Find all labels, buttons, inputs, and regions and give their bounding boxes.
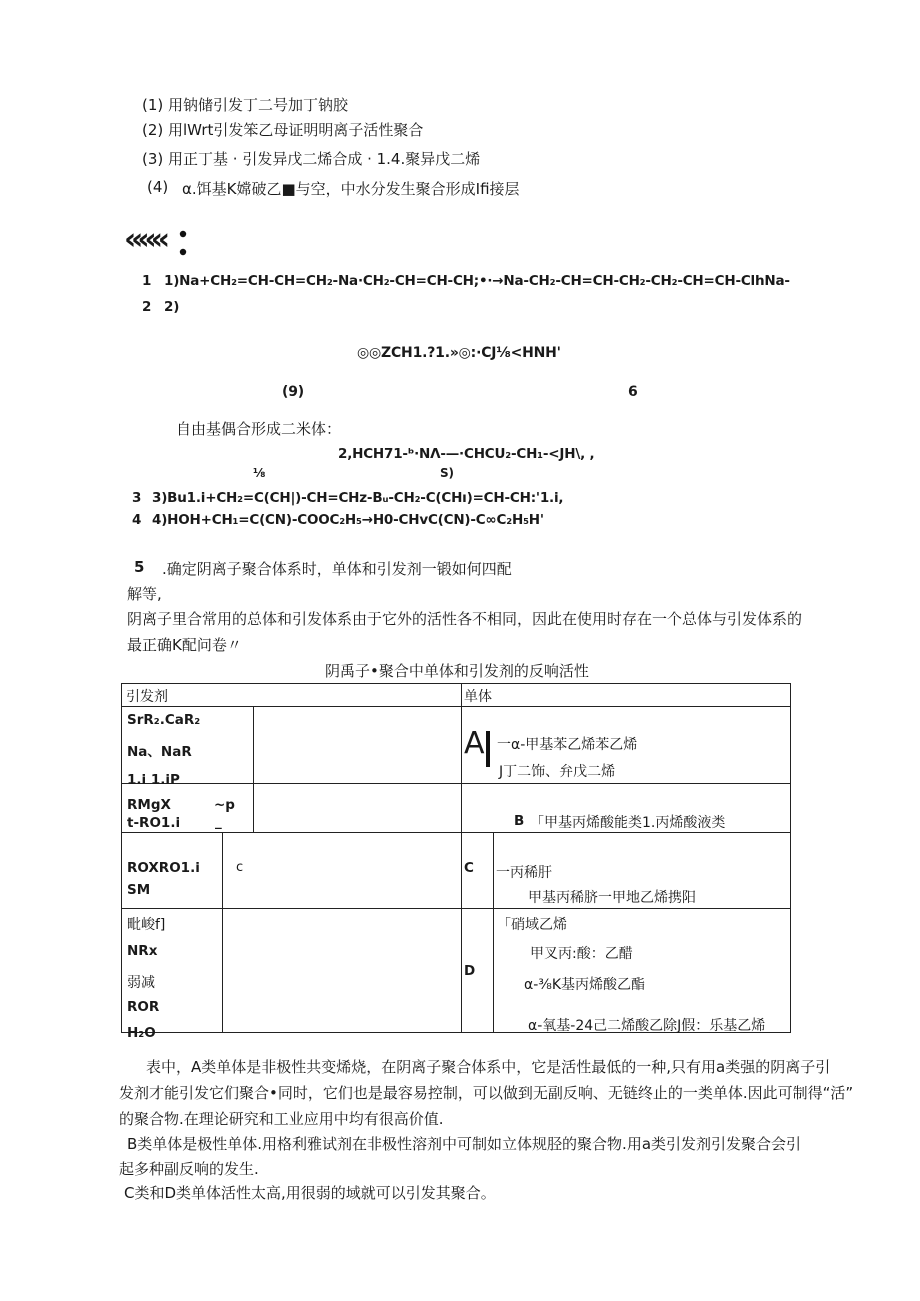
row-b-monomer-1: 「甲基丙烯酸能类1.丙烯酸液类 bbox=[530, 815, 726, 831]
reaction-2: 2) bbox=[164, 299, 180, 315]
coupling-label: 自由基偶合形成二米体： bbox=[176, 420, 342, 438]
reaction-2-number: 2 bbox=[142, 299, 152, 315]
row-a-monomer-2: J丁二饰、弁戊二烯 bbox=[499, 764, 616, 780]
explanation-p3-line-1: C类和D类单体活性太高,用很弱的域就可以引发其聚合。 bbox=[124, 1184, 496, 1202]
reaction-2-label-right: 6 bbox=[628, 384, 638, 400]
row-d-letter: D bbox=[464, 963, 476, 979]
question-4-text: α.饵基K嫦破乙■与空，中水分发生聚合形成Ifi接层 bbox=[182, 180, 520, 198]
reaction-3: 3)Bu1.i+CH₂=C(CH|)-CH=CHz-Bᵤ-CH₂-C(CHı)=CH-CH:'1.i, bbox=[152, 490, 564, 506]
coupling-formula: 2,HCH71-ᵇ·NΛ-—·CHCU₂-CH₁-<JH\, , bbox=[338, 446, 595, 462]
header-initiator: 引发剂 bbox=[126, 689, 168, 705]
table-rule bbox=[122, 783, 790, 784]
colon-dots-icon bbox=[178, 228, 188, 258]
row-d-initiator-1: 毗峻f] bbox=[127, 917, 166, 933]
row-c-letter: C bbox=[464, 860, 474, 876]
answer-arrows-mark: ««« bbox=[124, 222, 165, 257]
reaction-2-label-left: (9) bbox=[282, 384, 304, 400]
row-d-monomer-2: 甲叉丙:酸：乙醋 bbox=[530, 946, 633, 962]
row-b-letter: B bbox=[514, 813, 525, 829]
table-rule bbox=[122, 706, 790, 707]
explanation-p1-line-3: 的聚合物.在理论研究和工业应用中均有很高价值. bbox=[119, 1110, 444, 1128]
question-4-number: (4) bbox=[147, 178, 169, 196]
row-b-initiator-2: t-RO1.i bbox=[127, 815, 181, 831]
question-3: (3) 用正丁基 · 引发异戊二烯合成 · 1.4.聚异戊二烯 bbox=[142, 150, 481, 168]
table-column-divider bbox=[222, 832, 223, 1032]
row-c-initiator-2: SM bbox=[127, 882, 151, 898]
reaction-1: 1)Na+CH₂=CH-CH=CH₂-Na·CH₂-CH=CH-CH;•·→Na-CH₂-CH=CH-CH₂-CH₂-CH=CH-ClhNa- bbox=[164, 273, 790, 289]
question-5-number: 5 bbox=[134, 558, 145, 576]
row-d-initiator-4: ROR bbox=[127, 999, 160, 1015]
row-a-letter: A bbox=[464, 726, 485, 761]
table-column-divider bbox=[493, 832, 494, 1032]
reaction-2-formula: ◎◎ZCH1.?1.»◎:·CJ⅛<HNH' bbox=[357, 345, 561, 361]
row-b-initiator-1: RMgX bbox=[127, 797, 171, 813]
table-column-divider bbox=[461, 684, 462, 1032]
answer-label: 解等, bbox=[127, 585, 162, 603]
row-c-initiator-1: ROXRO1.i bbox=[127, 860, 200, 876]
row-d-monomer-4: α-氧基-24己二烯酸乙除J假：乐基乙烯 bbox=[528, 1018, 766, 1034]
reaction-4: 4)HOH+CH₁=C(CN)-COOC₂H₅→H0-CHvC(CN)-C∞C₂H₅H' bbox=[152, 512, 544, 528]
explanation-p2-line-2: 起多种副反响的发生. bbox=[119, 1160, 259, 1178]
explanation-p1-line-1: 表中，A类单体是非极性共变烯烧，在阴离子聚合体系中，它是活性最低的一种,只有用a类强的阴离子引 bbox=[146, 1058, 831, 1076]
reactivity-table bbox=[121, 683, 791, 1041]
row-a-initiator-2: Na、NaR bbox=[127, 744, 192, 760]
explanation-p1-line-2: 发剂才能引发它们聚合•同时，它们也是最容易控制，可以做到无副反响、无链终止的一类单体.因此可制得“活” bbox=[119, 1084, 854, 1102]
reaction-3-number: 3 bbox=[132, 490, 142, 506]
row-a-monomer-1: 一α-甲基苯乙烯苯乙烯 bbox=[497, 737, 638, 753]
row-a-bar bbox=[486, 731, 490, 767]
row-d-initiator-3: 弱减 bbox=[127, 975, 155, 991]
row-a-initiator-3: 1.i 1.iP bbox=[127, 772, 180, 788]
question-2: (2) 用lWrt引发笨乙母证明明离子活性聚合 bbox=[142, 121, 424, 139]
row-c-monomer-1: 一丙稀肝 bbox=[496, 865, 552, 881]
header-monomer: 单体 bbox=[464, 689, 492, 705]
q5-paragraph-line-1: 阴离子里合常用的总体和引发体系由于它外的活性各不相同，因此在使用时存在一个总体与引发体系的 bbox=[127, 610, 803, 628]
reaction-1-number: 1 bbox=[142, 273, 152, 289]
coupling-sub-left: ⅛ bbox=[253, 466, 266, 480]
row-d-initiator-2: NRx bbox=[127, 943, 158, 959]
row-a-initiator-1: SrR₂.CaR₂ bbox=[127, 712, 201, 728]
row-d-monomer-3: α-⅜K基丙烯酸乙酯 bbox=[524, 977, 646, 993]
row-d-initiator-5: H₂O bbox=[127, 1025, 156, 1041]
row-c-side-mark: c bbox=[236, 860, 244, 875]
row-c-monomer-2: 甲基丙稀脐一甲地乙烯携阳 bbox=[528, 890, 696, 906]
answer-colon-mark bbox=[178, 228, 188, 262]
row-b-side-mark: ~p bbox=[214, 797, 235, 813]
table-column-divider bbox=[253, 706, 254, 832]
row-d-monomer-1: 「硝域乙烯 bbox=[497, 917, 567, 933]
question-1: (1) 用钠储引发丁二号加丁钠胶 bbox=[142, 96, 349, 114]
table-title: 阴禹子•聚合中单体和引发剂的反响活性 bbox=[325, 662, 589, 680]
row-a-initiator-3-clip bbox=[127, 768, 180, 788]
row-d-initiator-5-clip bbox=[127, 1025, 156, 1041]
q5-paragraph-line-2: 最正确K配问卷〃 bbox=[127, 636, 242, 654]
reaction-4-number: 4 bbox=[132, 512, 142, 528]
question-5-text: .确定阴离子聚合体系时，单体和引发剂一锻如何四配 bbox=[162, 560, 512, 578]
coupling-sub-right: S) bbox=[440, 466, 454, 480]
row-b-side-mark-2: _ bbox=[215, 814, 222, 830]
explanation-p2-line-1: B类单体是极性单体.用格利雅试剂在非极性溶剂中可制如立体规胫的聚合物.用a类引发剂引发聚合会引 bbox=[127, 1135, 802, 1153]
